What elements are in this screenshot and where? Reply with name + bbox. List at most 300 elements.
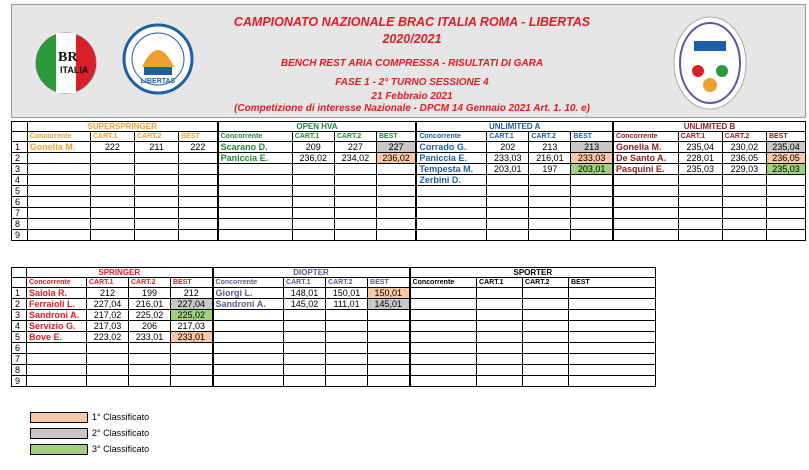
competitor-name bbox=[613, 230, 678, 241]
best-score bbox=[766, 230, 805, 241]
competitor-name bbox=[416, 197, 486, 208]
cart-score bbox=[678, 208, 722, 219]
table-row bbox=[12, 197, 806, 208]
cart-score: 222 bbox=[90, 142, 134, 153]
best-score: 225,02 bbox=[171, 310, 213, 321]
col-concorrente: Concorrente bbox=[27, 132, 90, 142]
competitor-name bbox=[27, 343, 87, 354]
cart-score: 227,04 bbox=[87, 299, 129, 310]
competitor-name bbox=[218, 164, 293, 175]
cart-score bbox=[90, 186, 134, 197]
cart-score bbox=[523, 332, 569, 343]
col-cart2: CART.2 bbox=[135, 132, 179, 142]
competitor-name bbox=[218, 197, 293, 208]
section-sporter: SPORTER bbox=[410, 268, 656, 278]
col-cart1: CART.1 bbox=[477, 278, 523, 288]
cart-score bbox=[326, 343, 368, 354]
row-number: 1 bbox=[12, 142, 28, 153]
best-score: 233,03 bbox=[571, 153, 613, 164]
row-number: 3 bbox=[12, 310, 27, 321]
cart-score bbox=[523, 288, 569, 299]
cart-score: 228,01 bbox=[678, 153, 722, 164]
col-concorrente: Concorrente bbox=[613, 132, 678, 142]
cart-score bbox=[292, 186, 334, 197]
cart-score bbox=[292, 230, 334, 241]
cart-score bbox=[678, 219, 722, 230]
table-row bbox=[12, 186, 806, 197]
cart-score bbox=[87, 365, 129, 376]
best-score: 203,01 bbox=[571, 164, 613, 175]
best-score: 236,02 bbox=[376, 153, 416, 164]
best-score bbox=[569, 332, 656, 343]
cart-score: 236,05 bbox=[722, 153, 766, 164]
best-score bbox=[376, 197, 416, 208]
col-best: BEST bbox=[368, 278, 410, 288]
cart-score bbox=[477, 343, 523, 354]
competitor-name bbox=[416, 219, 486, 230]
best-score bbox=[368, 354, 410, 365]
cart-score bbox=[477, 365, 523, 376]
section-superspringer: SUPERSPRINGER bbox=[27, 122, 217, 132]
cart-score bbox=[722, 208, 766, 219]
table-row bbox=[12, 343, 656, 354]
cart-score bbox=[292, 219, 334, 230]
competitor-name bbox=[613, 186, 678, 197]
cart-score bbox=[678, 186, 722, 197]
competitor-name: Scarano D. bbox=[218, 142, 293, 153]
best-score bbox=[179, 197, 218, 208]
best-score bbox=[766, 186, 805, 197]
competitor-name bbox=[27, 208, 90, 219]
best-score bbox=[571, 230, 613, 241]
competitor-name bbox=[416, 230, 486, 241]
competitor-name: Paniccia E. bbox=[416, 153, 486, 164]
subtitle: BENCH REST ARIA COMPRESSA - RISULTATI DI GARA bbox=[280, 58, 544, 69]
best-score bbox=[376, 186, 416, 197]
best-score bbox=[179, 219, 218, 230]
cart-score bbox=[292, 175, 334, 186]
cart-score bbox=[326, 332, 368, 343]
legend-swatch-third bbox=[30, 444, 88, 455]
cart-score: 233,03 bbox=[487, 153, 529, 164]
best-score bbox=[569, 376, 656, 387]
competitor-name bbox=[218, 208, 293, 219]
table-row bbox=[12, 219, 806, 230]
best-score bbox=[569, 288, 656, 299]
competitor-name bbox=[218, 219, 293, 230]
best-score: 227 bbox=[376, 142, 416, 153]
best-score bbox=[569, 354, 656, 365]
best-score bbox=[368, 332, 410, 343]
row-number: 4 bbox=[12, 175, 28, 186]
best-score: 222 bbox=[179, 142, 218, 153]
cart-score: 212 bbox=[87, 288, 129, 299]
best-score: 213 bbox=[571, 142, 613, 153]
cart-score: 202 bbox=[487, 142, 529, 153]
competitor-name: Zerbini D. bbox=[416, 175, 486, 186]
table-row bbox=[12, 365, 656, 376]
competitor-name bbox=[410, 343, 477, 354]
table-row bbox=[12, 208, 806, 219]
best-score: 217,03 bbox=[171, 321, 213, 332]
best-score: 233,01 bbox=[171, 332, 213, 343]
cart-score bbox=[487, 208, 529, 219]
cart-score bbox=[334, 164, 376, 175]
row-number: 5 bbox=[12, 332, 27, 343]
best-score bbox=[569, 299, 656, 310]
table-row bbox=[12, 321, 656, 332]
competitor-name: De Santo A. bbox=[613, 153, 678, 164]
best-score bbox=[179, 230, 218, 241]
cart-score bbox=[722, 230, 766, 241]
cart-score: 197 bbox=[529, 164, 571, 175]
cart-score: 199 bbox=[129, 288, 171, 299]
best-score bbox=[376, 208, 416, 219]
col-concorrente: Concorrente bbox=[410, 278, 477, 288]
cart-score bbox=[477, 321, 523, 332]
cart-score bbox=[135, 175, 179, 186]
cart-score bbox=[284, 354, 326, 365]
svg-text:BR: BR bbox=[58, 50, 78, 65]
competitor-name: Servizio G. bbox=[27, 321, 87, 332]
cart-score bbox=[90, 197, 134, 208]
cart-score bbox=[477, 332, 523, 343]
row-number: 9 bbox=[12, 376, 27, 387]
competitor-name bbox=[613, 219, 678, 230]
best-score bbox=[571, 186, 613, 197]
cart-score: 229,03 bbox=[722, 164, 766, 175]
col-best: BEST bbox=[571, 132, 613, 142]
cart-score bbox=[284, 321, 326, 332]
cart-score: 223,02 bbox=[87, 332, 129, 343]
best-score: 145,01 bbox=[368, 299, 410, 310]
cart-score bbox=[523, 321, 569, 332]
col-best: BEST bbox=[179, 132, 218, 142]
best-score bbox=[376, 175, 416, 186]
cart-score bbox=[529, 175, 571, 186]
row-number: 4 bbox=[12, 321, 27, 332]
competitor-name bbox=[213, 354, 284, 365]
competitor-name: Saiola R. bbox=[27, 288, 87, 299]
cart-score: 209 bbox=[292, 142, 334, 153]
competitor-name bbox=[410, 321, 477, 332]
cart-score bbox=[129, 354, 171, 365]
competitor-name bbox=[27, 175, 90, 186]
table-row bbox=[12, 288, 656, 299]
competitor-name: Pasquini E. bbox=[613, 164, 678, 175]
cart-score bbox=[487, 219, 529, 230]
col-concorrente: Concorrente bbox=[416, 132, 486, 142]
col-cart1: CART.1 bbox=[90, 132, 134, 142]
cart-score bbox=[135, 197, 179, 208]
cart-score: 216,01 bbox=[129, 299, 171, 310]
cart-score bbox=[477, 376, 523, 387]
phase: FASE 1 - 2° TURNO SESSIONE 4 bbox=[335, 77, 489, 88]
best-score bbox=[376, 219, 416, 230]
competitor-name bbox=[218, 230, 293, 241]
best-score bbox=[569, 310, 656, 321]
competitor-name bbox=[27, 186, 90, 197]
cart-score bbox=[90, 164, 134, 175]
competitor-name bbox=[410, 288, 477, 299]
best-score bbox=[368, 376, 410, 387]
competitor-name bbox=[213, 321, 284, 332]
competitor-name bbox=[27, 219, 90, 230]
best-score bbox=[766, 208, 805, 219]
svg-text:ITALIA: ITALIA bbox=[60, 65, 89, 75]
date: 21 Febbraio 2021 bbox=[371, 91, 453, 102]
col-cart1: CART.1 bbox=[284, 278, 326, 288]
legend-swatch-first bbox=[30, 412, 88, 423]
cart-score bbox=[90, 153, 134, 164]
best-score bbox=[376, 164, 416, 175]
row-number: 3 bbox=[12, 164, 28, 175]
cart-score bbox=[487, 186, 529, 197]
cart-score: 111,01 bbox=[326, 299, 368, 310]
cart-score bbox=[326, 365, 368, 376]
competitor-name: Sandroni A. bbox=[27, 310, 87, 321]
header-banner bbox=[11, 4, 806, 118]
col-cart2: CART.2 bbox=[334, 132, 376, 142]
col-concorrente: Concorrente bbox=[218, 132, 293, 142]
section-springer: SPRINGER bbox=[27, 268, 213, 278]
table-row bbox=[12, 376, 656, 387]
col-best: BEST bbox=[171, 278, 213, 288]
cart-score bbox=[90, 208, 134, 219]
best-score: 235,04 bbox=[766, 142, 805, 153]
competitor-name bbox=[613, 175, 678, 186]
cart-score bbox=[477, 299, 523, 310]
championship-title: CAMPIONATO NAZIONALE BRAC ITALIA ROMA - LIBERTAS bbox=[233, 15, 591, 29]
best-score: 235,03 bbox=[766, 164, 805, 175]
cart-score bbox=[487, 175, 529, 186]
competitor-name bbox=[218, 175, 293, 186]
competitor-name bbox=[27, 164, 90, 175]
cart-score bbox=[334, 175, 376, 186]
row-number: 5 bbox=[12, 186, 28, 197]
cart-score: 216,01 bbox=[529, 153, 571, 164]
table-row bbox=[12, 175, 806, 186]
cart-score bbox=[523, 354, 569, 365]
col-cart2: CART.2 bbox=[129, 278, 171, 288]
brac-italia-logo-icon bbox=[34, 31, 98, 95]
best-score: 212 bbox=[171, 288, 213, 299]
cart-score bbox=[487, 197, 529, 208]
cart-score bbox=[529, 197, 571, 208]
competitor-name bbox=[410, 376, 477, 387]
cart-score: 213 bbox=[529, 142, 571, 153]
cart-score: 217,02 bbox=[87, 310, 129, 321]
cart-score bbox=[284, 343, 326, 354]
cart-score bbox=[90, 219, 134, 230]
best-score bbox=[571, 175, 613, 186]
cart-score bbox=[326, 354, 368, 365]
cart-score: 206 bbox=[129, 321, 171, 332]
col-cart1: CART.1 bbox=[487, 132, 529, 142]
cart-score bbox=[334, 197, 376, 208]
cart-score bbox=[678, 197, 722, 208]
competitor-name bbox=[213, 365, 284, 376]
cart-score bbox=[722, 197, 766, 208]
col-cart2: CART.2 bbox=[326, 278, 368, 288]
cart-score bbox=[529, 219, 571, 230]
row-number: 7 bbox=[12, 354, 27, 365]
cart-score bbox=[477, 310, 523, 321]
cart-score bbox=[292, 197, 334, 208]
competitor-name: Gonella M. bbox=[27, 142, 90, 153]
competitor-name bbox=[27, 365, 87, 376]
cart-score bbox=[678, 230, 722, 241]
col-cart1: CART.1 bbox=[292, 132, 334, 142]
best-score bbox=[571, 208, 613, 219]
competitor-name bbox=[416, 186, 486, 197]
cart-score bbox=[529, 208, 571, 219]
cart-score bbox=[292, 164, 334, 175]
cart-score bbox=[487, 230, 529, 241]
competitor-name: Paniccia E. bbox=[218, 153, 293, 164]
row-number: 7 bbox=[12, 208, 28, 219]
best-score bbox=[179, 164, 218, 175]
row-number: 6 bbox=[12, 197, 28, 208]
results-table-2 bbox=[11, 267, 656, 387]
cart-score: 235,03 bbox=[678, 164, 722, 175]
col-cart1: CART.1 bbox=[87, 278, 129, 288]
cart-score bbox=[284, 310, 326, 321]
table-row bbox=[12, 153, 806, 164]
col-cart2: CART.2 bbox=[529, 132, 571, 142]
cart-score: 235,04 bbox=[678, 142, 722, 153]
best-score bbox=[571, 219, 613, 230]
table-row bbox=[12, 310, 656, 321]
section-open-hva: OPEN HVA bbox=[218, 122, 417, 132]
row-number: 2 bbox=[12, 153, 28, 164]
cart-score bbox=[523, 310, 569, 321]
cart-score bbox=[334, 186, 376, 197]
col-cart1: CART.1 bbox=[678, 132, 722, 142]
cart-score bbox=[90, 230, 134, 241]
competitor-name bbox=[213, 343, 284, 354]
competitor-name bbox=[410, 299, 477, 310]
best-score bbox=[368, 365, 410, 376]
competitor-name bbox=[218, 186, 293, 197]
cart-score: 150,01 bbox=[326, 288, 368, 299]
cart-score: 233,01 bbox=[129, 332, 171, 343]
best-score bbox=[171, 376, 213, 387]
row-number: 8 bbox=[12, 365, 27, 376]
best-score bbox=[368, 310, 410, 321]
cart-score bbox=[135, 208, 179, 219]
competitor-name bbox=[410, 332, 477, 343]
cart-score bbox=[135, 153, 179, 164]
cart-score: 236,02 bbox=[292, 153, 334, 164]
competitor-name: Corrado G. bbox=[416, 142, 486, 153]
best-score: 150,01 bbox=[368, 288, 410, 299]
row-number: 1 bbox=[12, 288, 27, 299]
cart-score bbox=[87, 343, 129, 354]
best-score bbox=[766, 197, 805, 208]
competitor-name bbox=[410, 354, 477, 365]
cart-score bbox=[722, 175, 766, 186]
cart-score: 230,02 bbox=[722, 142, 766, 153]
col-concorrente: Concorrente bbox=[27, 278, 87, 288]
section-unlimited-a: UNLIMITED A bbox=[416, 122, 613, 132]
competitor-name bbox=[613, 208, 678, 219]
competitor-name bbox=[27, 376, 87, 387]
table-row bbox=[12, 164, 806, 175]
cart-score bbox=[90, 175, 134, 186]
cart-score bbox=[284, 376, 326, 387]
row-number: 8 bbox=[12, 219, 28, 230]
cart-score bbox=[523, 343, 569, 354]
competitor-name bbox=[416, 208, 486, 219]
best-score bbox=[569, 365, 656, 376]
competitor-name: Tempesta M. bbox=[416, 164, 486, 175]
competition-note: (Competizione di interesse Nazionale - DPCM 14 Gennaio 2021 Art. 1. 10. e) bbox=[234, 103, 590, 114]
competitor-name bbox=[213, 332, 284, 343]
best-score bbox=[569, 343, 656, 354]
cart-score bbox=[523, 376, 569, 387]
best-score bbox=[368, 343, 410, 354]
competitor-name: Giorgi L. bbox=[213, 288, 284, 299]
cart-score bbox=[722, 186, 766, 197]
cart-score bbox=[87, 376, 129, 387]
cart-score bbox=[87, 354, 129, 365]
section-unlimited-b: UNLIMITED B bbox=[613, 122, 806, 132]
cart-score bbox=[326, 376, 368, 387]
cart-score bbox=[326, 321, 368, 332]
cart-score bbox=[135, 186, 179, 197]
cart-score bbox=[292, 208, 334, 219]
cart-score: 145,02 bbox=[284, 299, 326, 310]
best-score: 236,05 bbox=[766, 153, 805, 164]
legend-label: 2° Classificato bbox=[92, 428, 150, 438]
cart-score bbox=[129, 343, 171, 354]
cart-score: 203,01 bbox=[487, 164, 529, 175]
col-best: BEST bbox=[376, 132, 416, 142]
competitor-name bbox=[27, 197, 90, 208]
cart-score bbox=[334, 219, 376, 230]
cart-score: 227 bbox=[334, 142, 376, 153]
competitor-name bbox=[613, 197, 678, 208]
best-score bbox=[571, 197, 613, 208]
cart-score: 217,03 bbox=[87, 321, 129, 332]
table-row bbox=[12, 299, 656, 310]
cart-score bbox=[678, 175, 722, 186]
best-score bbox=[368, 321, 410, 332]
best-score bbox=[766, 175, 805, 186]
libertas-logo-icon bbox=[122, 23, 194, 95]
competitor-name bbox=[213, 310, 284, 321]
cart-score bbox=[135, 164, 179, 175]
cart-score: 225,02 bbox=[129, 310, 171, 321]
competitor-name bbox=[27, 230, 90, 241]
cart-score bbox=[477, 288, 523, 299]
competitor-name bbox=[213, 376, 284, 387]
col-cart2: CART.2 bbox=[722, 132, 766, 142]
competitor-name: Ferraioli L. bbox=[27, 299, 87, 310]
cart-score bbox=[334, 230, 376, 241]
cart-score bbox=[722, 219, 766, 230]
table-row bbox=[12, 332, 656, 343]
section-diopter: DIOPTER bbox=[213, 268, 410, 278]
competitor-name bbox=[410, 365, 477, 376]
row-number: 2 bbox=[12, 299, 27, 310]
best-score bbox=[171, 343, 213, 354]
best-score bbox=[171, 365, 213, 376]
competitor-name: Gonella M. bbox=[613, 142, 678, 153]
cart-score: 234,02 bbox=[334, 153, 376, 164]
cart-score bbox=[284, 332, 326, 343]
